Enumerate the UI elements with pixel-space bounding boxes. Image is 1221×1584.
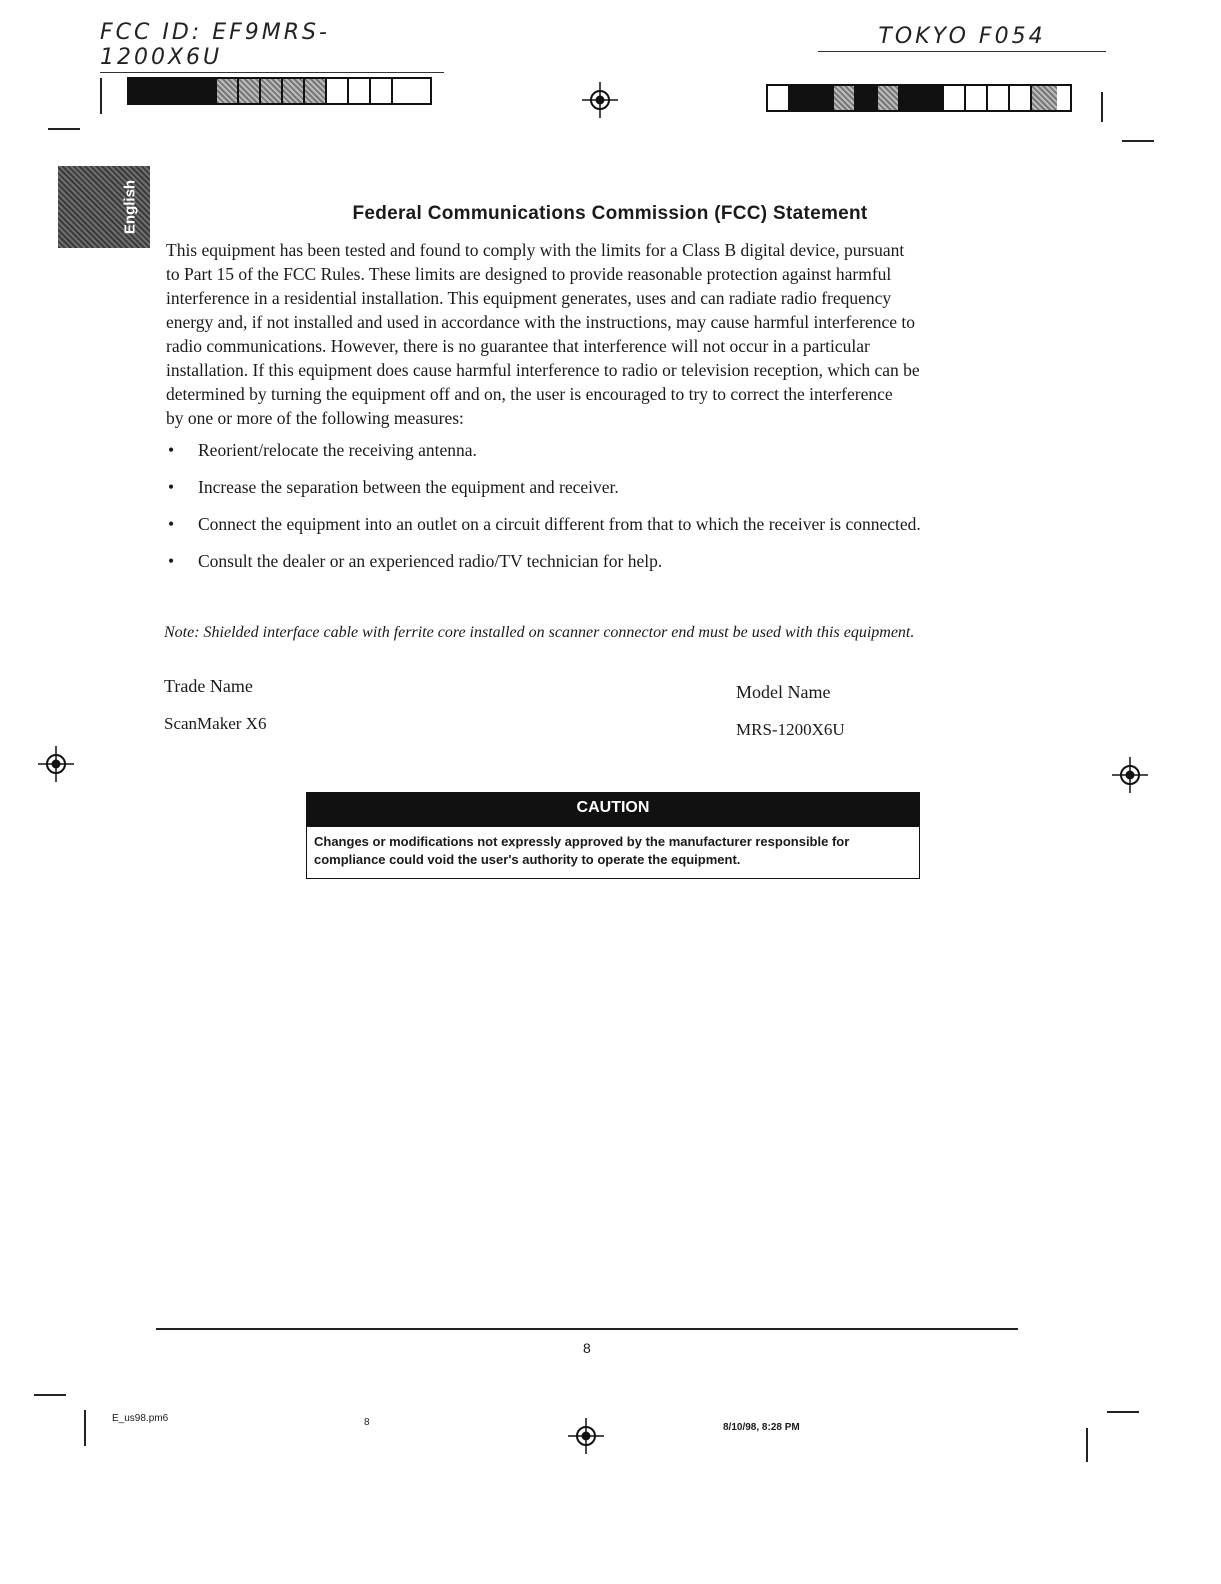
registration-mark-icon: [582, 82, 618, 118]
list-item: • Reorient/relocate the receiving antenna.: [166, 440, 966, 461]
list-item: • Connect the equipment into an outlet on a circuit different from that to which the receiver is connected.: [166, 514, 938, 535]
caution-box: [306, 792, 920, 879]
intro-paragraph: [166, 238, 1034, 430]
intro-line: by one or more of the following measures:: [166, 408, 464, 428]
calibration-bar-left: [127, 77, 432, 105]
trade-name-value: ScanMaker X6: [164, 714, 267, 733]
intro-line: This equipment has been tested and found to comply with the limits for a Class B digital device, pursuant: [166, 240, 905, 260]
measures-list: [166, 440, 966, 572]
list-item: • Increase the separation between the equipment and receiver.: [166, 477, 966, 498]
slug-filename: E_us98.pm6: [112, 1413, 169, 1424]
crop-mark: [1101, 92, 1103, 122]
crop-mark: [34, 1394, 66, 1396]
page-title: Federal Communications Commission (FCC) Statement: [352, 203, 868, 224]
calibration-bar-right: [766, 84, 1072, 112]
handwritten-reference: TOKYO F054: [818, 24, 1106, 52]
slug-date: 8/10/98, 8:28 PM: [723, 1422, 800, 1433]
caution-line: compliance could void the user's authority to operate the equipment.: [314, 852, 741, 867]
intro-line: radio communications. However, there is no guarantee that interference will not occur in a particular: [166, 336, 870, 356]
registration-mark-icon: [1112, 757, 1148, 793]
crop-mark: [48, 128, 80, 130]
crop-mark: [100, 78, 102, 114]
crop-mark: [1122, 140, 1154, 142]
registration-mark-icon: [568, 1418, 604, 1454]
intro-line: energy and, if not installed and used in accordance with the instructions, may cause harmful interference to: [166, 312, 915, 332]
ferrite-note: Note: Shielded interface cable with ferrite core installed on scanner connector end must be used with this equipment.: [164, 624, 915, 641]
model-name-value: MRS-1200X6U: [736, 720, 845, 739]
handwritten-fcc-id: FCC ID: EF9MRS-1200X6U: [100, 20, 444, 73]
caution-text: [307, 827, 919, 869]
model-name-label: Model Name: [736, 682, 831, 702]
intro-line: determined by turning the equipment off and on, the user is encouraged to try to correct the interference: [166, 384, 893, 404]
language-tab: [58, 166, 150, 248]
list-item: • Consult the dealer or an experienced radio/TV technician for help.: [166, 551, 966, 572]
intro-line: to Part 15 of the FCC Rules. These limits are designed to provide reasonable protection against harmful: [166, 264, 892, 284]
caution-heading: CAUTION: [307, 793, 919, 827]
page-number: 8: [583, 1340, 591, 1356]
caution-line: Changes or modifications not expressly approved by the manufacturer responsible for: [314, 834, 850, 849]
intro-line: installation. If this equipment does cause harmful interference to radio or television reception, which can be: [166, 360, 920, 380]
language-tab-label: English: [121, 179, 139, 235]
crop-mark: [84, 1410, 86, 1446]
crop-mark: [1107, 1411, 1139, 1413]
intro-line: interference in a residential installation. This equipment generates, uses and can radiate radio frequency: [166, 288, 892, 308]
footer-rule: [156, 1328, 1018, 1330]
trade-name-label: Trade Name: [164, 676, 253, 696]
crop-mark: [1086, 1428, 1088, 1462]
slug-page: 8: [364, 1417, 370, 1428]
registration-mark-icon: [38, 746, 74, 782]
